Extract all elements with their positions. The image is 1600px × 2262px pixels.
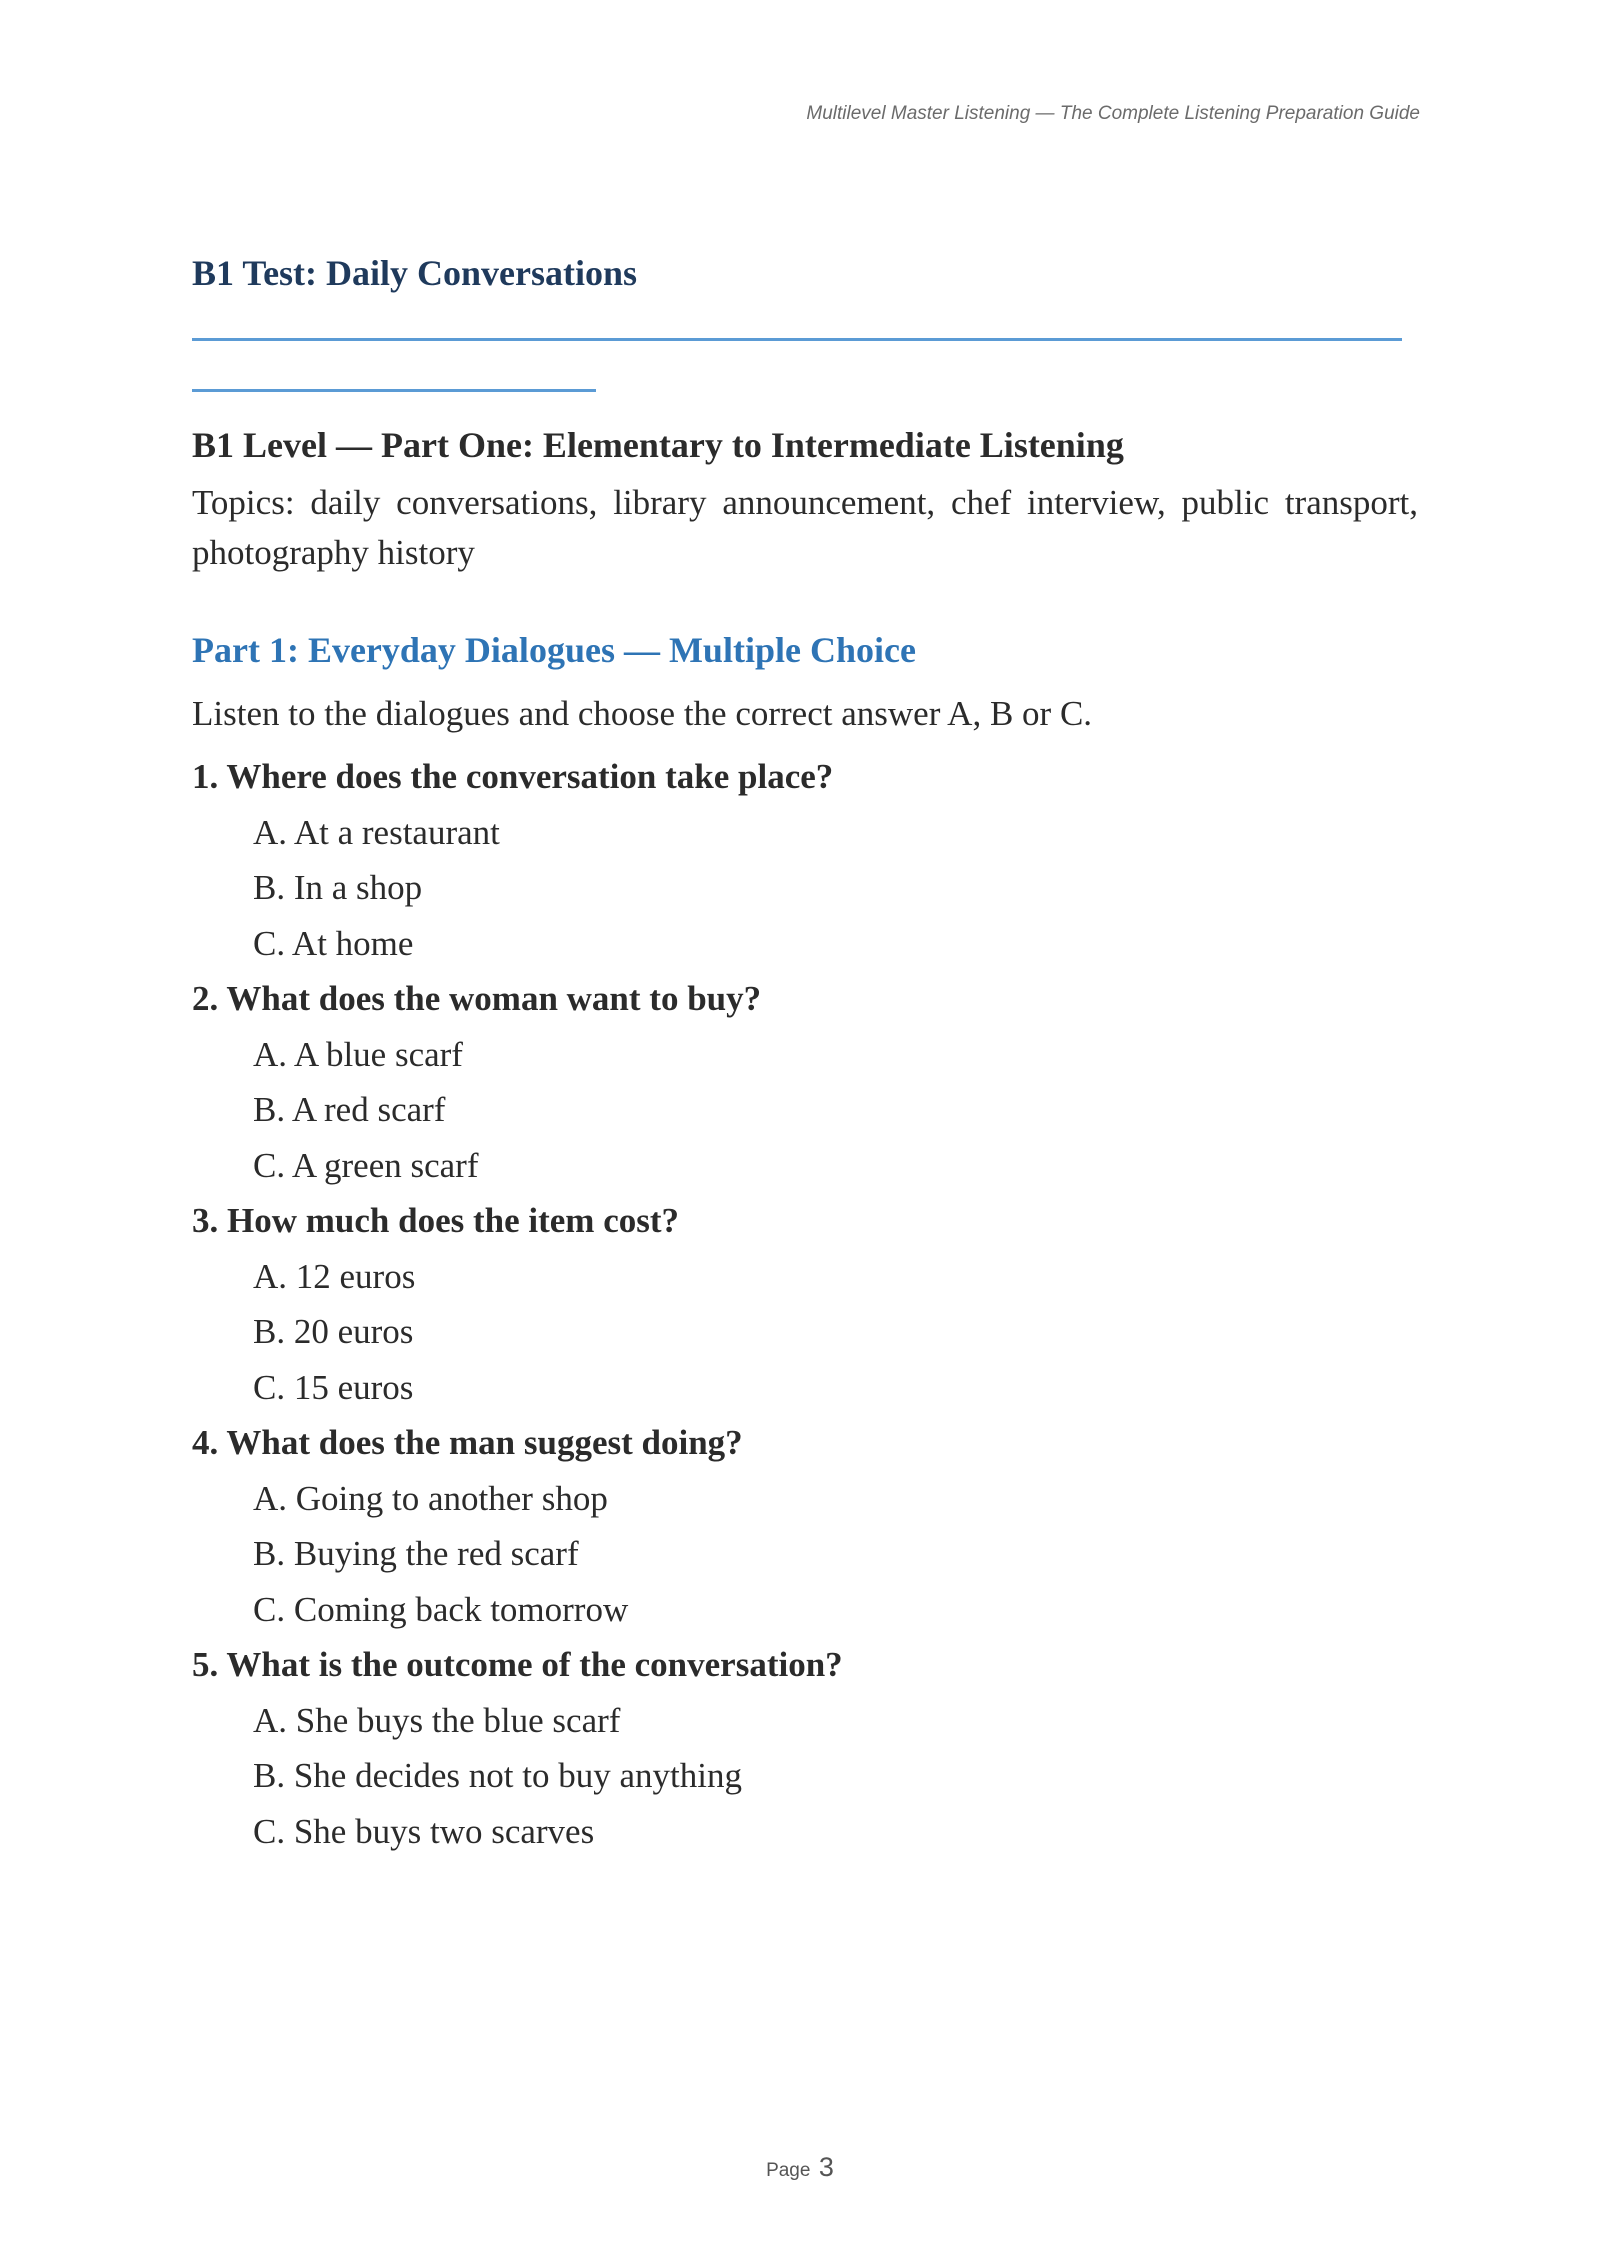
part-instructions: Listen to the dialogues and choose the correct answer A, B or C. <box>192 694 1093 733</box>
title-divider-short <box>192 389 596 392</box>
page-number-value: 3 <box>818 2152 834 2182</box>
answer-option: A. She buys the blue scarf <box>253 1700 621 1740</box>
title-divider-long <box>192 338 1402 341</box>
answer-option: C. She buys two scarves <box>253 1811 595 1851</box>
question-item <box>192 1637 1418 1859</box>
level-title: B1 Level — Part One: Elementary to Intermediate Listening <box>192 425 1124 465</box>
question-text: 4. What does the man suggest doing? <box>192 1423 743 1462</box>
question-text: 5. What is the outcome of the conversation? <box>192 1645 843 1684</box>
answer-option: C. Coming back tomorrow <box>253 1589 629 1629</box>
answer-option: A. 12 euros <box>253 1256 416 1296</box>
answer-option: C. At home <box>253 923 414 963</box>
question-item <box>192 1415 1418 1637</box>
page-number-label: Page <box>766 2160 811 2181</box>
question-item <box>192 971 1418 1193</box>
answer-option: A. A blue scarf <box>253 1034 463 1074</box>
answer-option: B. A red scarf <box>253 1090 446 1129</box>
question-item <box>192 1193 1418 1415</box>
answer-option: B. 20 euros <box>253 1312 414 1351</box>
topics-text: Topics: daily conversations, library announcement, chef interview, public transport, photography history <box>192 483 1418 572</box>
question-text: 3. How much does the item cost? <box>192 1201 680 1240</box>
answer-option: C. A green scarf <box>253 1145 479 1185</box>
question-text: 1. Where does the conversation take place? <box>192 757 834 796</box>
answer-option: A. Going to another shop <box>253 1478 608 1518</box>
question-list <box>192 749 1418 1859</box>
answer-option: B. In a shop <box>253 868 423 907</box>
part-title: Part 1: Everyday Dialogues — Multiple Choice <box>192 630 916 670</box>
question-text: 2. What does the woman want to buy? <box>192 979 762 1018</box>
test-title: B1 Test: Daily Conversations <box>192 253 638 293</box>
answer-option: B. Buying the red scarf <box>253 1534 579 1573</box>
answer-option: B. She decides not to buy anything <box>253 1756 742 1795</box>
answer-option: C. 15 euros <box>253 1367 414 1407</box>
page-number <box>0 2152 1600 2183</box>
running-header: Multilevel Master Listening — The Complete Listening Preparation Guide <box>806 103 1420 124</box>
answer-option: A. At a restaurant <box>253 812 500 852</box>
question-item <box>192 749 1418 971</box>
